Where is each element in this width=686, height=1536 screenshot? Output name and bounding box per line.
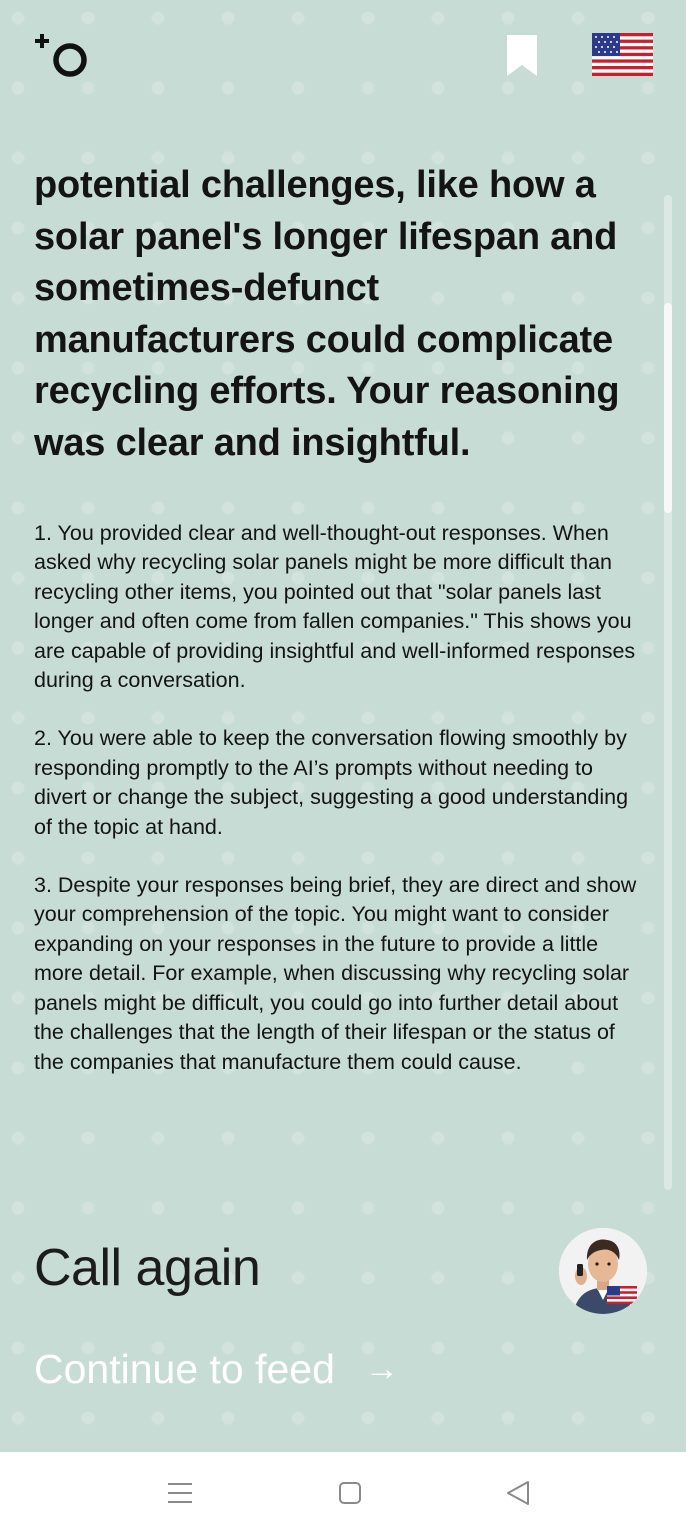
arrow-right-icon: → [364,1350,399,1388]
continue-to-feed-label: Continue to feed [34,1346,335,1392]
home-square-icon[interactable] [336,1478,364,1513]
back-triangle-icon[interactable] [504,1478,532,1513]
continue-to-feed-button[interactable] [34,1346,399,1393]
bookmark-icon[interactable] [507,35,537,76]
feedback-point-2: 2. You were able to keep the conversation flowing smoothly by responding promptly to the AI’s prompts without needing to divert or change the subject, suggesting a good understanding of the topic at hand. [34,726,629,839]
menu-lines-icon[interactable] [166,1478,194,1513]
feedback-point-1: 1. You provided clear and well-thought-out responses. When asked why recycling solar panels might be more difficult than recycling other items, you pointed out that "solar panels last longer and often come from fallen companies." This shows you are capable of providing insightful and well-informed responses during a conversation. [34,521,636,693]
scrollbar-track[interactable] [664,195,672,1190]
scrollbar-thumb[interactable] [664,303,672,513]
plus-circle-logo-icon[interactable] [34,32,94,80]
feedback-scroll-area[interactable] [34,160,649,1210]
call-again-button[interactable]: Call again [34,1239,261,1297]
us-flag-icon[interactable] [592,33,653,76]
feedback-point-3: 3. Despite your responses being brief, they are direct and show your comprehension of the topic. You might want to consider expanding on your responses in the future to provide a little more detail. For example, when discussing why recycling solar panels might be difficult, you could go into further detail about the challenges that the length of their lifespan or the status of the companies that manufacture them could cause. [34,873,637,1074]
feedback-headline: potential challenges, like how a solar panel's longer lifespan and sometimes-defunct manufacturers could complicate recycling efforts. Your reasoning was clear and insightful. [34,164,620,464]
tutor-avatar[interactable] [559,1228,647,1314]
